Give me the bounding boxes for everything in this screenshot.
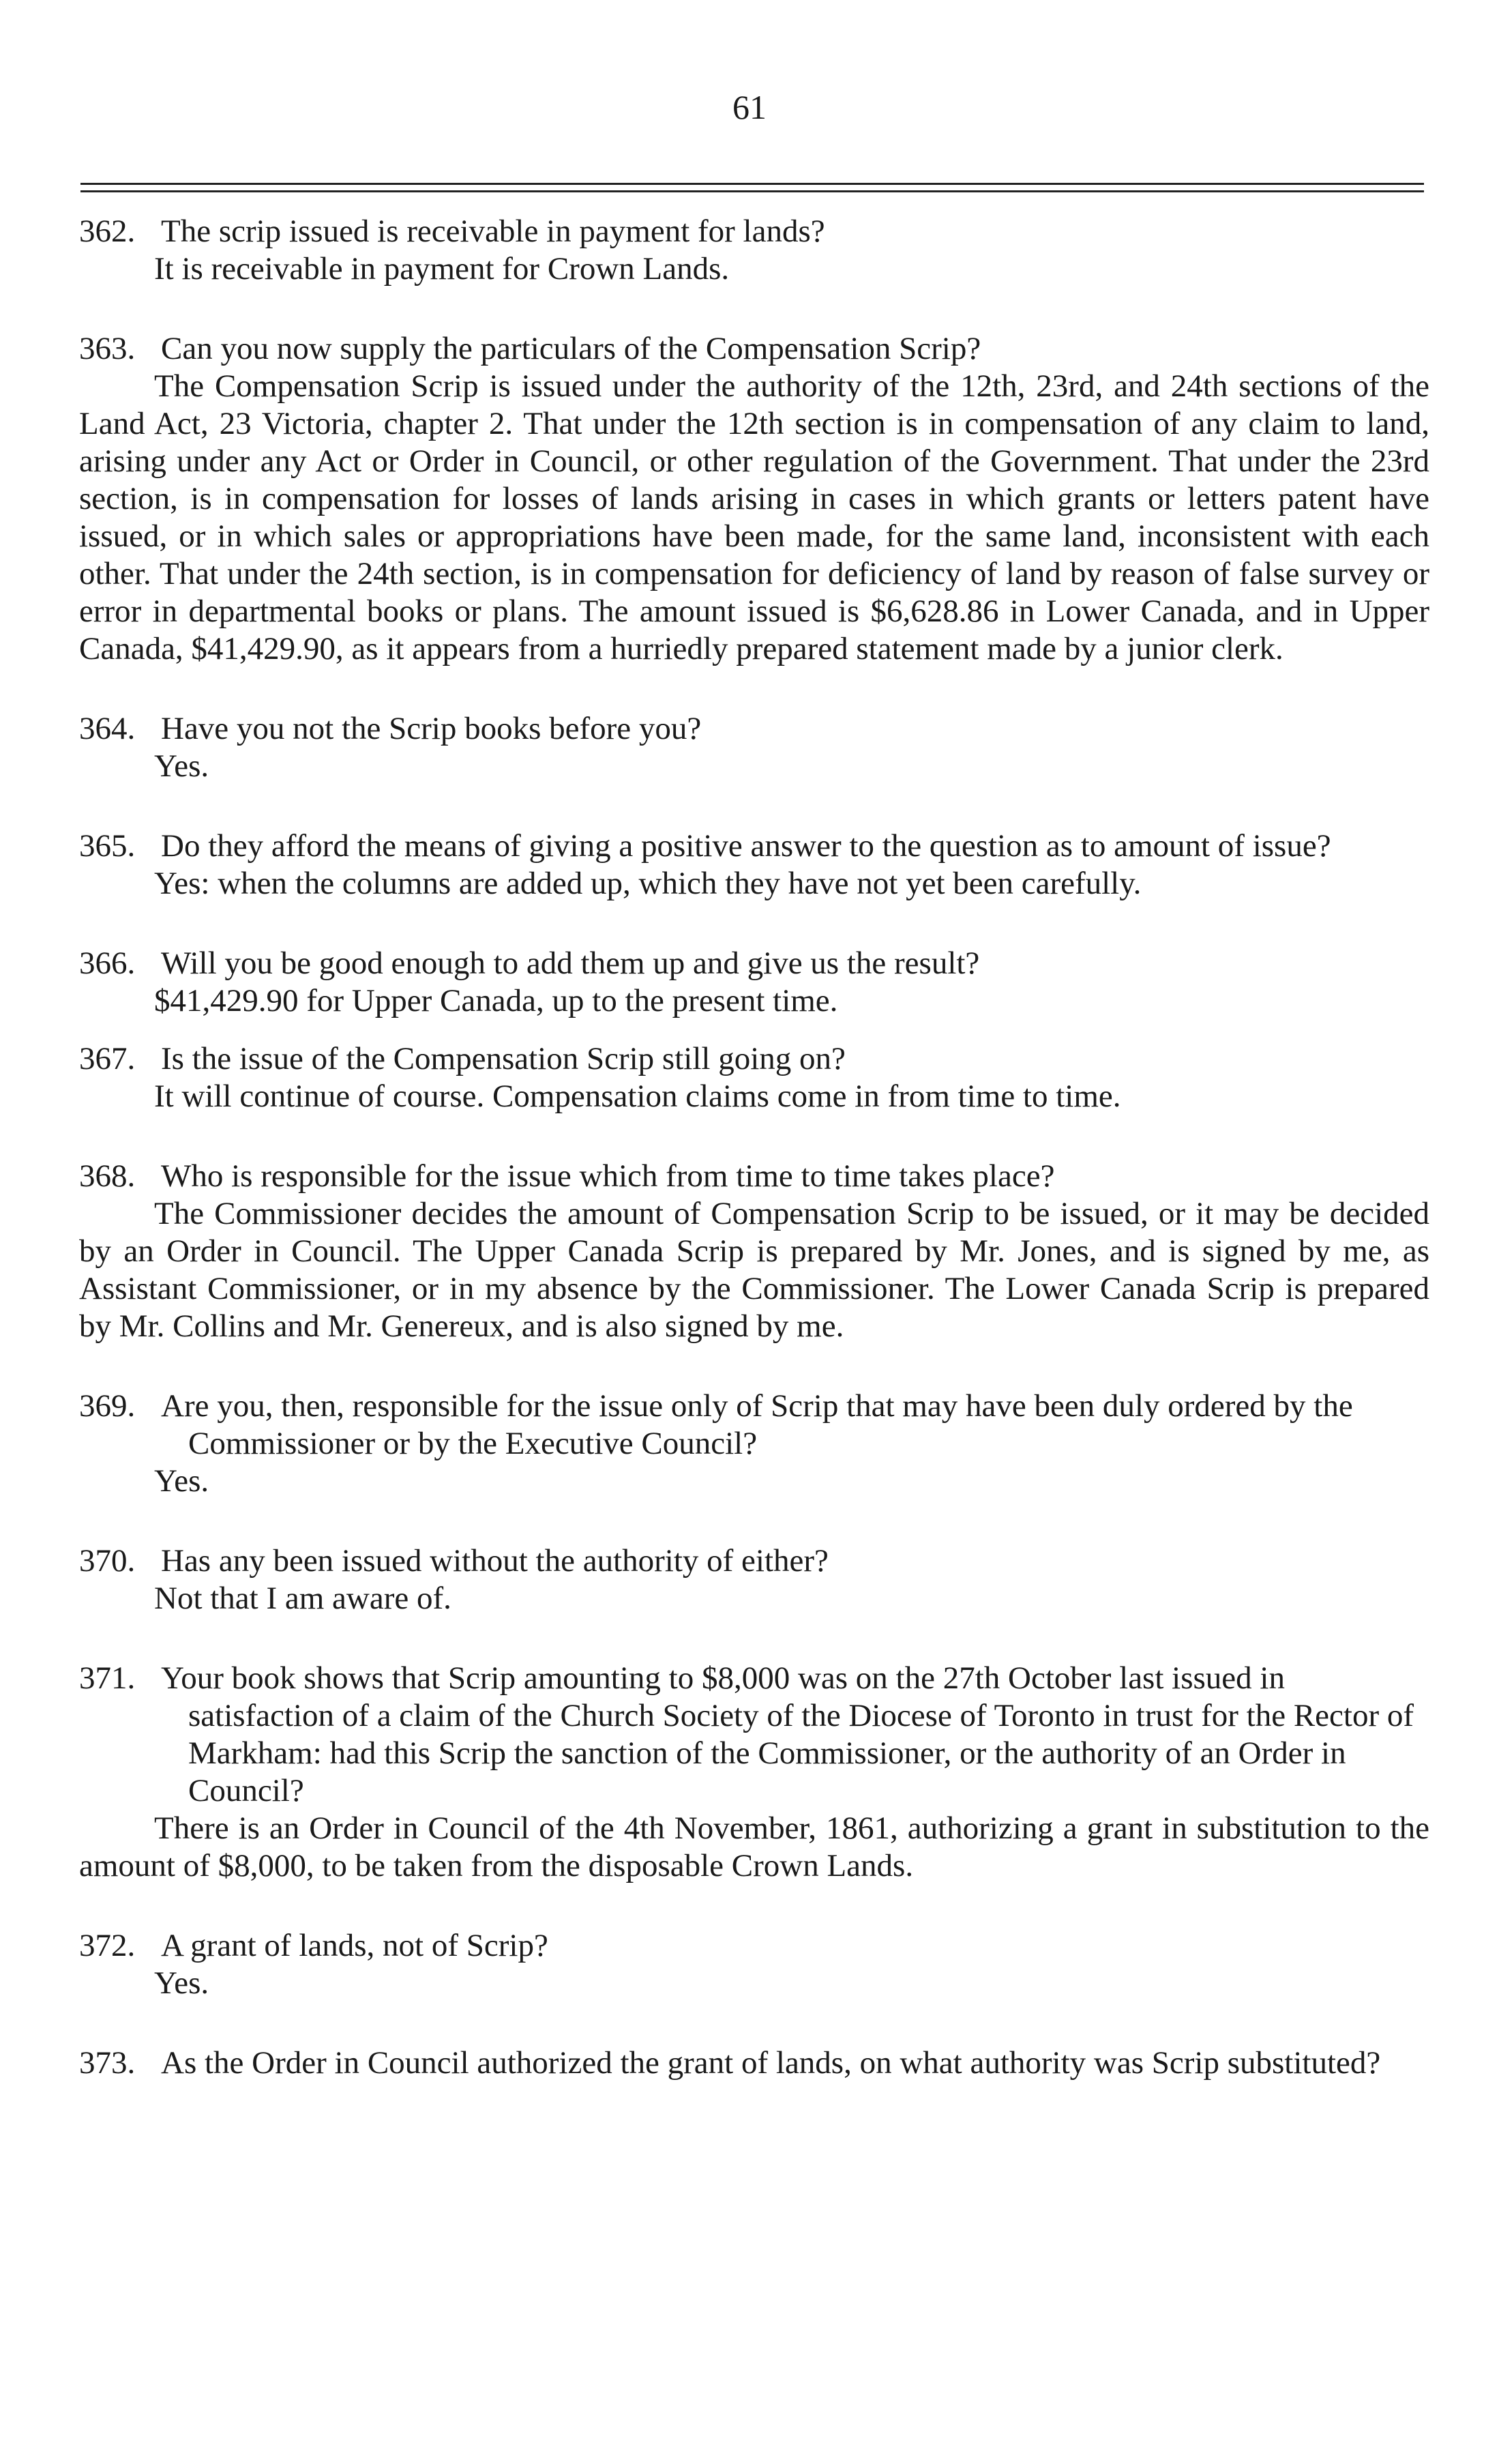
question-number: 372.: [79, 1928, 136, 1963]
question: [79, 1660, 1429, 1810]
qa-item-371: [79, 1660, 1429, 1885]
qa-item-365: [79, 827, 1429, 903]
answer-text: Yes.: [154, 748, 209, 784]
question-text: Are you, then, responsible for the issue only of Scrip that may have been duly ordered by the Commissioner or by the Executive Council?: [161, 1388, 1353, 1461]
question-number: 371.: [79, 1660, 136, 1696]
qa-item-368: [79, 1158, 1429, 1345]
question-text: A grant of lands, not of Scrip?: [161, 1928, 548, 1963]
qa-item-364: [79, 710, 1429, 785]
question-text: Is the issue of the Compensation Scrip still going on?: [161, 1041, 846, 1076]
question-text: Has any been issued without the authority of either?: [161, 1543, 829, 1579]
answer-text: Yes.: [154, 1463, 209, 1499]
question: [79, 1388, 1429, 1463]
qa-item-367: [79, 1040, 1429, 1115]
answer-text: Yes.: [154, 1965, 209, 2001]
qa-item-372: [79, 1927, 1429, 2002]
question-text: Do they afford the means of giving a positive answer to the question as to amount of issue?: [161, 828, 1331, 864]
question-number: 363.: [79, 331, 136, 366]
answer-text: $41,429.90 for Upper Canada, up to the present time.: [154, 983, 838, 1018]
question: [79, 1158, 1429, 1195]
question: [79, 945, 1429, 982]
question-text: Your book shows that Scrip amounting to $8,000 was on the 27th October last issued in satisfaction of a claim of the Church Society of the Diocese of Toronto in trust for the Rector of Markham: had this Scrip the sanction of the Commissioner, or the authority of an Order in Council?: [161, 1660, 1414, 1808]
question-text: The scrip issued is receivable in payment for lands?: [161, 214, 825, 249]
answer-text: It is receivable in payment for Crown Lands.: [154, 251, 730, 287]
qa-item-373: [79, 2044, 1429, 2082]
question-number: 362.: [79, 214, 136, 249]
answer-text: It will continue of course. Compensation claims come in from time to time.: [154, 1079, 1121, 1114]
answer-text: Not that I am aware of.: [154, 1581, 451, 1616]
answer-text: There is an Order in Council of the 4th November, 1861, authorizing a grant in substitution to the amount of $8,000, to be taken from the disposable Crown Lands.: [79, 1810, 1429, 1883]
answer-text: The Compensation Scrip is issued under the authority of the 12th, 23rd, and 24th sections of the Land Act, 23 Victoria, chapter 2. That under the 12th section is in compensation of any claim to land, arising under any Act or Order in Council, or other regulation of the Government. That under the 23rd section, is in compensation for losses of lands arising in cases in which grants or letters patent have issued, or in which sales or appropriations have been made, for the same land, inconsistent with each other. That under the 24th section, is in compensation for deficiency of land by reason of false survey or error in departmental books or plans. The amount issued is $6,628.86 in Lower Canada, and in Upper Canada, $41,429.90, as it appears from a hurriedly prepared statement made by a junior clerk.: [79, 368, 1429, 666]
question-text: As the Order in Council authorized the grant of lands, on what authority was Scrip substituted?: [161, 2045, 1381, 2081]
qa-item-363: [79, 330, 1429, 668]
question-text: Who is responsible for the issue which from time to time takes place?: [161, 1158, 1055, 1194]
question-number: 368.: [79, 1158, 136, 1194]
testimony-body: [79, 213, 1429, 2082]
question: [79, 2044, 1429, 2082]
question-number: 369.: [79, 1388, 136, 1424]
question-text: Can you now supply the particulars of the Compensation Scrip?: [161, 331, 981, 366]
question-text: Have you not the Scrip books before you?: [161, 711, 702, 746]
answer-text: The Commissioner decides the amount of Compensation Scrip to be issued, or it may be decided by an Order in Council. The Upper Canada Scrip is prepared by Mr. Jones, and is signed by me, as Assistant Commissioner, or in my absence by the Commissioner. The Lower Canada Scrip is prepared by Mr. Collins and Mr. Genereux, and is also signed by me.: [79, 1196, 1429, 1344]
question-number: 364.: [79, 711, 136, 746]
question: [79, 710, 1429, 748]
header-rule: [80, 190, 1424, 192]
question-text: Will you be good enough to add them up and give us the result?: [161, 945, 980, 981]
qa-item-370: [79, 1542, 1429, 1617]
qa-item-362: [79, 213, 1429, 288]
question-number: 367.: [79, 1041, 136, 1076]
question-number: 373.: [79, 2045, 136, 2081]
question: [79, 213, 1429, 250]
question-number: 366.: [79, 945, 136, 981]
page-number: 61: [732, 88, 767, 126]
question-number: 370.: [79, 1543, 136, 1579]
question: [79, 1542, 1429, 1580]
qa-item-369: [79, 1388, 1429, 1500]
qa-item-366: [79, 945, 1429, 1020]
header-rule: [80, 183, 1424, 185]
question: [79, 1040, 1429, 1078]
answer-text: Yes: when the columns are added up, which they have not yet been carefully.: [154, 866, 1142, 901]
question: [79, 1927, 1429, 1965]
question-number: 365.: [79, 828, 136, 864]
question: [79, 330, 1429, 368]
question: [79, 827, 1429, 865]
